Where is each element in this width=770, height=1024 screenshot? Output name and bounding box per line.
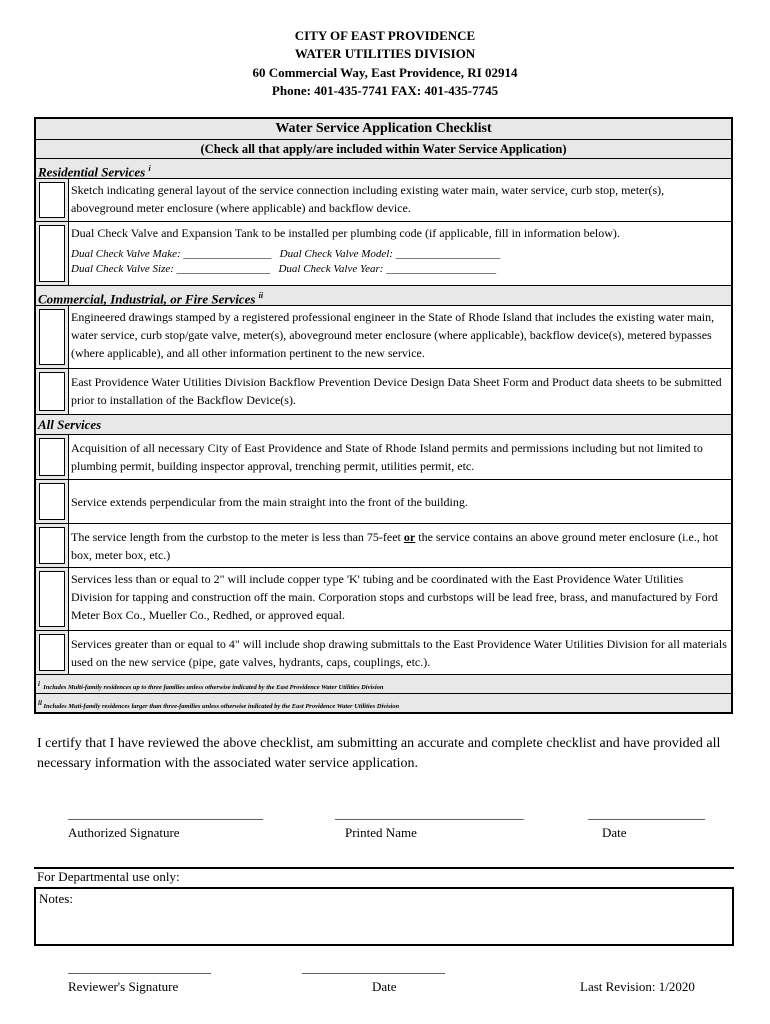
footnote-1-mark: i [38, 680, 40, 688]
checkbox-cell [36, 435, 69, 479]
authorized-signature-label: Authorized Signature [68, 825, 180, 840]
checkbox-all-copper[interactable] [39, 571, 65, 627]
dcv-row-2 [71, 262, 727, 277]
checkbox-all-perpendicular[interactable] [39, 483, 65, 520]
printed-name-label: Printed Name [345, 825, 417, 840]
checklist-row [36, 568, 731, 631]
checkbox-commercial-backflow[interactable] [39, 372, 65, 411]
checkbox-all-permits[interactable] [39, 438, 65, 476]
reviewer-date-line[interactable]: ______________________ [302, 960, 445, 975]
header-line-2: WATER UTILITIES DIVISION [294, 46, 476, 61]
footnote-1 [36, 675, 731, 694]
checklist-row [36, 222, 731, 286]
checkbox-cell [36, 306, 69, 368]
checkbox-cell [36, 631, 69, 674]
authorized-signature-line[interactable]: ______________________________ [68, 806, 263, 821]
checklist-row [36, 524, 731, 568]
commercial-heading-text: Commercial, Industrial, or Fire Services [38, 291, 256, 307]
header-phone-fax: Phone: 401-435-7741 FAX: 401-435-7745 [271, 83, 499, 98]
checkbox-residential-sketch[interactable] [39, 182, 65, 218]
signature-date-line[interactable]: __________________ [588, 806, 705, 821]
commercial-item-backflow: East Providence Water Utilities Division Backflow Prevention Device Design Data Sheet Form and Product data sheets to be submitted prior to installation of the Backflow Device(s). [71, 375, 722, 407]
checklist-title: Water Service Application Checklist [36, 119, 731, 140]
notes-box[interactable] [34, 887, 734, 946]
checkbox-cell [36, 369, 69, 414]
signature-date-label: Date [602, 825, 627, 840]
all-item-copper: Services less than or equal to 2" will include copper type 'K' tubing and be coordinated with the East Providence Water Utilities Division for tapping and construction off the main. Corporation stops and curbstops will be lead free, brass, and manufactured by Ford Meter Box Co., Mueller Co., Redhed, or approved equal. [71, 572, 718, 622]
checkbox-cell [36, 568, 69, 630]
departmental-use-label: For Departmental use only: [37, 869, 180, 884]
checklist-row [36, 631, 731, 675]
checkbox-all-shop-drawings[interactable] [39, 634, 65, 671]
checkbox-cell [36, 524, 69, 567]
reviewer-signature-label: Reviewer's Signature [68, 979, 179, 994]
length-text-b: the service contains an above ground meter enclosure (i.e., hot box, meter box, etc.) [71, 530, 719, 562]
checklist-table [34, 117, 733, 714]
all-item-permits: Acquisition of all necessary City of East Providence and State of Rhode Island permits and permissions including but not limited to plumbing permit, building inspector approval, trenching permit, utilities permit, etc. [71, 441, 703, 473]
commercial-item-drawings: Engineered drawings stamped by a registered professional engineer in the State of Rhode Island that includes the existing water main, water service, curb stop/gate valve, meter(s), aboveground meter enclosure (where applicable), backflow device(s), metered bypasses (where applicable), and all other information pertinent to the new service. [71, 310, 715, 360]
reviewer-signature-line[interactable]: ______________________ [68, 960, 211, 975]
last-revision: Last Revision: 1/2020 [580, 979, 695, 994]
checklist-row [36, 369, 731, 415]
dcv-size-field[interactable]: Dual Check Valve Size: _________________ [71, 263, 271, 275]
footnote-2 [36, 694, 731, 712]
checklist-row [36, 435, 731, 480]
commercial-heading [36, 286, 731, 306]
header-line-1: CITY OF EAST PROVIDENCE [294, 28, 476, 43]
printed-name-line[interactable]: _____________________________ [335, 806, 524, 821]
all-item-perpendicular: Service extends perpendicular from the main straight into the front of the building. [71, 494, 468, 509]
checkbox-cell [36, 179, 69, 221]
checkbox-all-length[interactable] [39, 527, 65, 564]
residential-item-sketch: Sketch indicating general layout of the service connection including existing water main, water service, curb stop, meter(s), aboveground meter enclosure (where applicable) and backflow device. [71, 183, 665, 215]
footnote-2-mark: ii [38, 699, 42, 707]
residential-heading [36, 159, 731, 179]
dcv-model-field[interactable]: Dual Check Valve Model: ___________________ [279, 248, 501, 260]
checklist-row [36, 306, 731, 369]
footnote-1-text: Includes Multi-family residences up to three families unless otherwise indicated by the East Providence Water Utilities Division [43, 684, 384, 692]
length-text-a: The service length from the curbstop to the meter is less than 75-feet [71, 530, 404, 544]
checklist-row [36, 179, 731, 222]
all-item-shop-drawings: Services greater than or equal to 4" will include shop drawing submittals to the East Providence Water Utilities Division for all materials used on the new service (pipe, gate valves, hydrants, caps, couplings, etc.). [71, 637, 727, 669]
checkbox-residential-dual-check[interactable] [39, 225, 65, 282]
header-address: 60 Commercial Way, East Providence, RI 02914 [252, 65, 518, 80]
residential-heading-text: Residential Services [38, 164, 146, 180]
residential-footnote-mark: i [148, 164, 151, 173]
all-services-heading: All Services [36, 415, 731, 435]
dual-check-text: Dual Check Valve and Expansion Tank to be installed per plumbing code (if applicable, fill in information below). [71, 226, 620, 240]
residential-item-dual-check [69, 222, 731, 285]
certification-statement: I certify that I have reviewed the above checklist, am submitting an accurate and complete checklist and have provided all necessary information with the associated water service application. [37, 736, 721, 771]
length-text-or: or [403, 530, 416, 544]
checkbox-commercial-drawings[interactable] [39, 309, 65, 365]
checklist-row [36, 480, 731, 524]
checkbox-cell [36, 480, 69, 523]
dcv-year-field[interactable]: Dual Check Valve Year: ____________________ [278, 263, 497, 275]
all-item-length [69, 524, 731, 567]
dcv-make-field[interactable]: Dual Check Valve Make: ________________ [71, 248, 272, 260]
dcv-row-1 [71, 247, 727, 262]
checklist-subtitle: (Check all that apply/are included within Water Service Application) [36, 140, 731, 159]
commercial-footnote-mark: ii [258, 291, 264, 300]
footnote-2-text: Includes Muti-family residences larger than three-families unless otherwise indicated by the East Providence Water Utilities Division [43, 703, 400, 711]
reviewer-date-label: Date [372, 979, 397, 994]
notes-label: Notes: [39, 891, 73, 906]
checkbox-cell [36, 222, 69, 285]
